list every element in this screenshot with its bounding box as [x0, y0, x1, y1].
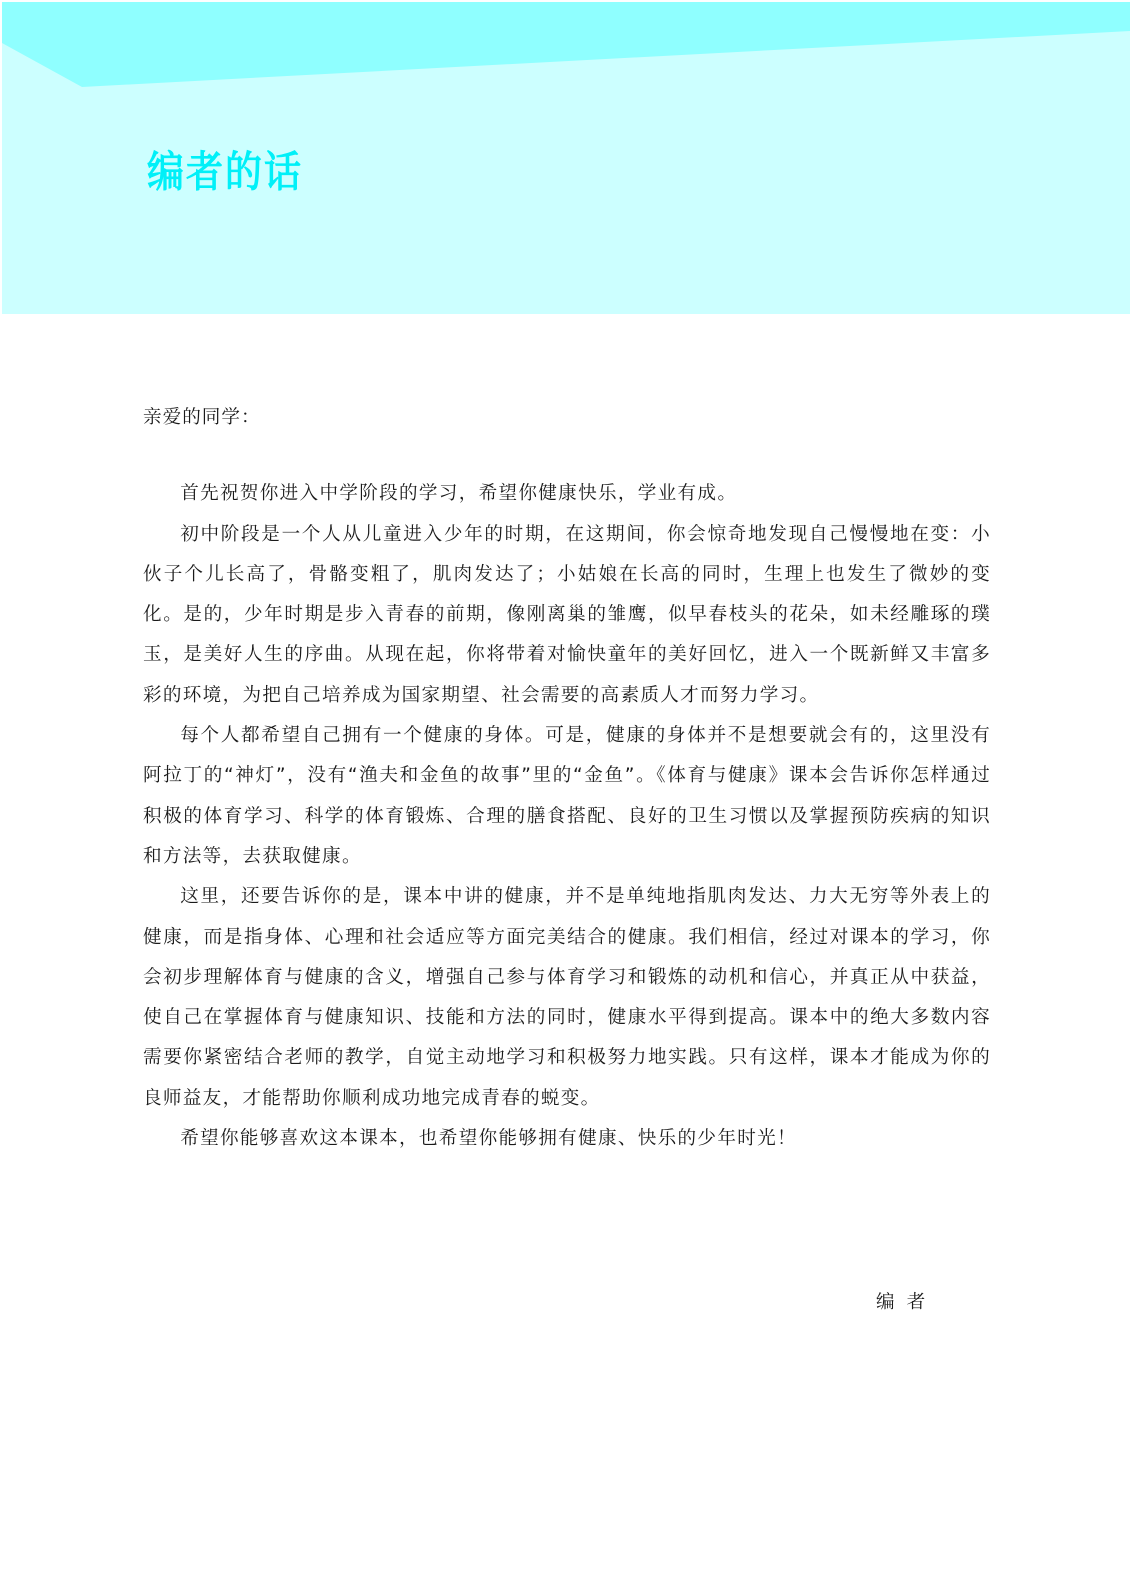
paragraph-2: 初中阶段是一个人从儿童进入少年的时期，在这期间，你会惊奇地发现自己慢慢地在变：小伙子个儿长高了，骨骼变粗了，肌肉发达了；小姑娘在长高的同时，生理上也发生了微妙的变化。是的，少年时期是步入青春的前期，像刚离巢的雏鹰，似早春枝头的花朵，如未经雕琢的璞玉，是美好人生的序曲。从现在起，你将带着对愉快童年的美好回忆，进入一个既新鲜又丰富多彩的环境，为把自己培养成为国家期望、社会需要的高素质人才而努力学习。	[143, 523, 991, 706]
paragraph-1: 首先祝贺你进入中学阶段的学习，希望你健康快乐，学业有成。	[180, 483, 738, 505]
paragraph-4: 这里，还要告诉你的是，课本中讲的健康，并不是单纯地指肌肉发达、力大无穷等外表上的健康，而是指身体、心理和社会适应等方面完美结合的健康。我们相信，经过对课本的学习，你会初步理解体育与健康的含义，增强自己参与体育学习和锻炼的动机和信心，并真正从中获益，使自己在掌握体育与健康知识、技能和方法的同时，健康水平得到提高。课本中的绝大多数内容需要你紧密结合老师的教学，自觉主动地学习和积极努力地实践。只有这样，课本才能成为你的良师益友，才能帮助你顺利成功地完成青春的蜕变。	[143, 886, 991, 1109]
header-band	[2, 2, 1130, 314]
page-title: 编者的话	[147, 146, 303, 197]
salutation: 亲爱的同学：	[143, 407, 261, 428]
signature: 编者	[876, 1292, 938, 1313]
paragraph-5: 希望你能够喜欢这本课本，也希望你能够拥有健康、快乐的少年时光！	[180, 1128, 797, 1150]
paragraph-3: 每个人都希望自己拥有一个健康的身体。可是，健康的身体并不是想要就会有的，这里没有阿拉丁的“神灯”，没有“渔夫和金鱼的故事”里的“金鱼”。《体育与健康》课本会告诉你怎样通过积极的体育学习、科学的体育锻炼、合理的膳食搭配、良好的卫生习惯以及掌握预防疾病的知识和方法等，去获取健康。	[143, 725, 991, 867]
letter-body	[143, 398, 991, 1159]
